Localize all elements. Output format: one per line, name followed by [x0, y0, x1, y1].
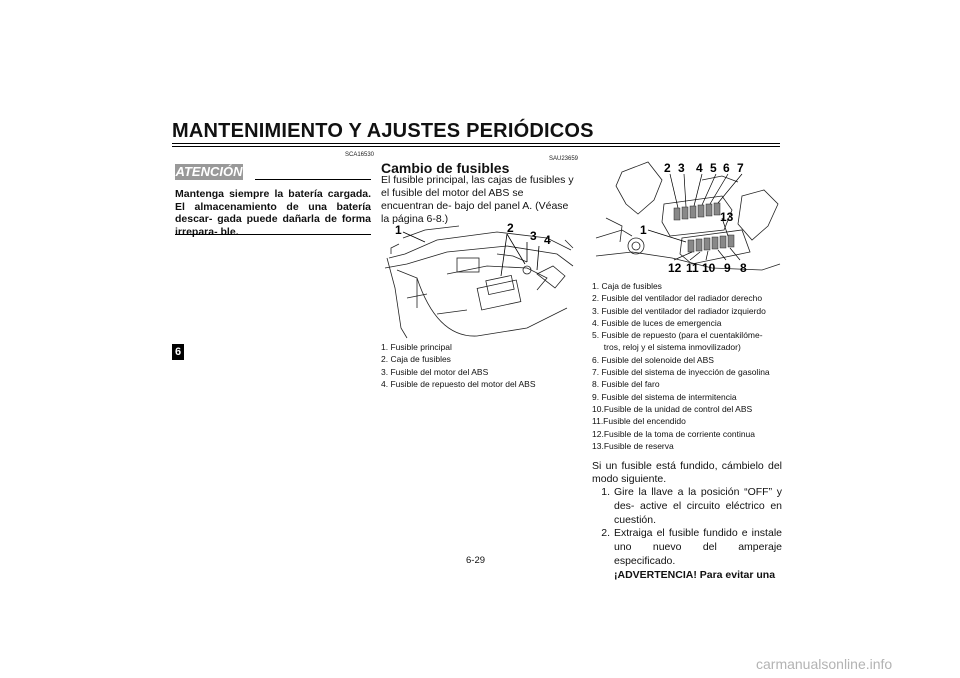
- fig-label: 13: [720, 210, 734, 224]
- fig-label: 7: [737, 161, 744, 175]
- step-item: [592, 569, 782, 583]
- fuse-box-illustration: [592, 160, 782, 278]
- legend-item: 4. Fusible de luces de emergencia: [592, 317, 722, 328]
- step-item: [592, 486, 782, 527]
- warning-text: Mantenga siempre la batería cargada. El almacenamiento de una batería descar- gada puede dañarla de forma irrepara- ble.: [175, 188, 371, 238]
- legend-item: 8. Fusible del faro: [592, 379, 660, 390]
- fig-label: 12: [668, 261, 682, 275]
- fig-label: 2: [507, 221, 514, 235]
- fig-label: 10: [702, 261, 716, 275]
- page-number: 6-29: [466, 555, 486, 566]
- title-rule-thin: [172, 146, 780, 147]
- step-number: 1.: [601, 486, 610, 498]
- fig-label: 5: [710, 161, 717, 175]
- legend-item: 2. Caja de fusibles: [381, 354, 451, 365]
- fig-label: 9: [724, 261, 731, 275]
- fig-label: 3: [530, 229, 537, 243]
- title-rule: [172, 143, 780, 144]
- page-title: MANTENIMIENTO Y AJUSTES PERIÓDICOS: [172, 120, 594, 142]
- fig-label: 11: [686, 261, 699, 275]
- steps-list: [592, 486, 782, 583]
- legend-item: 3. Fusible del ventilador del radiador izquierdo: [592, 305, 766, 316]
- legend-list: [592, 280, 770, 452]
- fig-label: 1: [640, 223, 647, 237]
- section-code: SCA16530: [345, 152, 375, 158]
- legend-item: 2. Fusible del ventilador del radiador derecho: [592, 293, 763, 304]
- fig-label: 4: [696, 161, 703, 175]
- step-number: 2.: [601, 527, 610, 540]
- intro-paragraph: El fusible principal, las cajas de fusibles y el fusible del motor del ABS se encuentran de- bajo del panel A. (Véase la página 6-8.): [381, 174, 574, 225]
- legend-item: 12.Fusible de la toma de corriente continua: [592, 428, 756, 439]
- fig-label: 3: [678, 161, 685, 175]
- step-text: Extraiga el fusible fundido e instale uno nuevo del amperaje especificado.: [614, 527, 782, 567]
- fuse-location-illustration: [377, 218, 577, 342]
- legend-item: 13.Fusible de reserva: [592, 440, 674, 451]
- legend-item: 3. Fusible del motor del ABS: [381, 366, 489, 377]
- fig-label: 1: [395, 223, 402, 237]
- legend-item: 10.Fusible de la unidad de control del ABS: [592, 403, 753, 414]
- attention-badge: ATENCIÓN: [175, 164, 243, 179]
- advertencia-text: ¡ADVERTENCIA! Para evitar una: [614, 568, 776, 581]
- legend-item: 11.Fusible del encendido: [592, 416, 686, 427]
- legend-item: 1. Caja de fusibles: [592, 281, 662, 291]
- step-text: Gire la llave a la posición “OFF” y des- active el circuito eléctrico en cuestión.: [614, 486, 782, 526]
- legend-item: tros, reloj y el sistema inmovilizador): [592, 342, 741, 353]
- attention-rule: [255, 179, 371, 180]
- chapter-tab: 6: [172, 344, 184, 360]
- legend-item: 4. Fusible de repuesto del motor del ABS: [381, 378, 536, 389]
- section-heading: Cambio de fusibles: [381, 160, 510, 176]
- watermark: carmanualsonline.info: [756, 656, 893, 672]
- fig-label: 2: [664, 161, 671, 175]
- step-item: [592, 527, 782, 568]
- legend-list: [381, 341, 536, 390]
- legend-item: 1. Fusible principal: [381, 342, 452, 352]
- legend-item: 5. Fusible de repuesto (para el cuentakilóme-: [592, 330, 763, 341]
- legend-item: 6. Fusible del solenoide del ABS: [592, 354, 714, 365]
- body-paragraph: Si un fusible está fundido, cámbielo del modo siguiente.: [592, 460, 782, 485]
- legend-item: 9. Fusible del sistema de intermitencia: [592, 391, 737, 402]
- fig-label: 4: [544, 233, 551, 247]
- warning-bottom-rule: [175, 234, 371, 235]
- section-code: SAU23659: [549, 156, 579, 162]
- fig-label: 6: [723, 161, 730, 175]
- fig-label: 8: [740, 261, 747, 275]
- legend-item: 7. Fusible del sistema de inyección de gasolina: [592, 367, 770, 378]
